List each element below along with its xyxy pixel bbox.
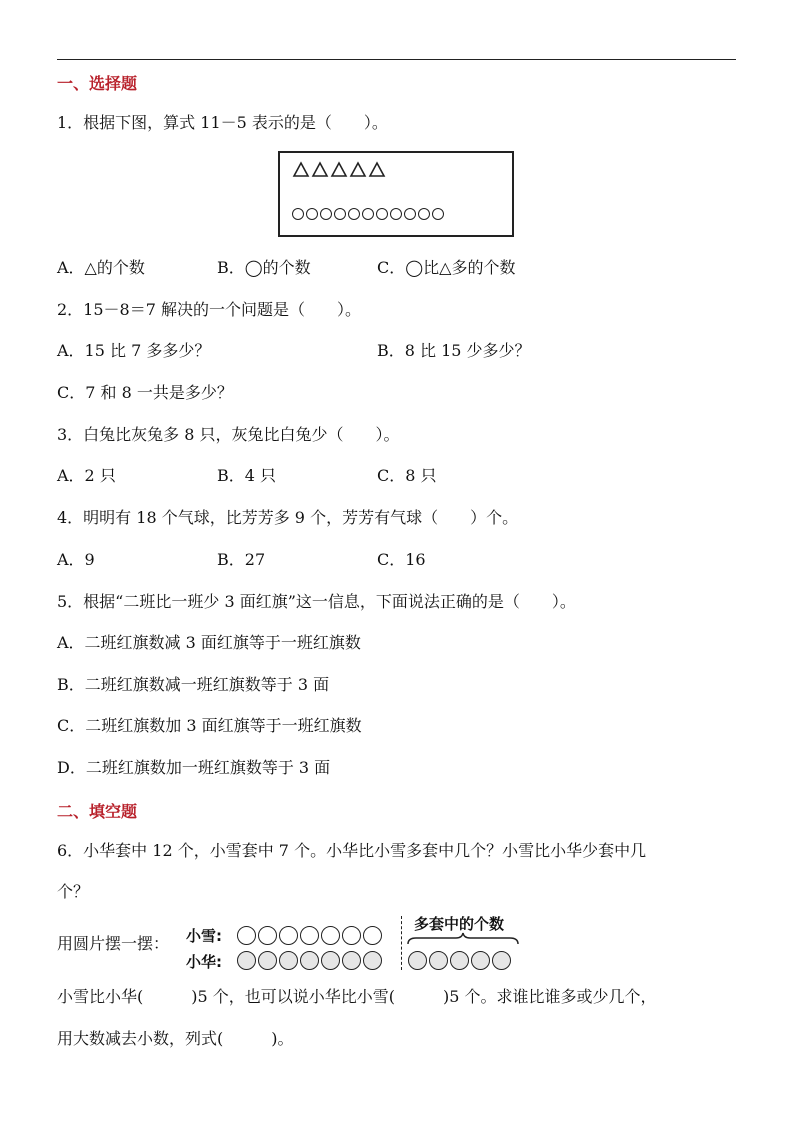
- brace-icon: [406, 932, 520, 946]
- disc-icon: [300, 951, 319, 970]
- q6-lead-text: 用圆片摆一摆：: [57, 934, 170, 953]
- q2-option-c[interactable]: C．7 和 8 一共是多少？: [57, 383, 233, 402]
- q1-option-a[interactable]: A．△的个数: [57, 258, 145, 277]
- question-1-stem: 1．根据下图，算式 11－5 表示的是（ ）。: [57, 113, 388, 132]
- disc-icon: [363, 926, 382, 945]
- header-rule: [57, 59, 736, 60]
- question-6-line-3: 小雪比小华( )5 个，也可以说小华比小雪( )5 个。求谁比谁多或少几个，: [57, 987, 657, 1006]
- q5-option-b[interactable]: B．二班红旗数减一班红旗数等于 3 面: [57, 675, 330, 694]
- disc-icon: [300, 926, 319, 945]
- disc-icon: [258, 926, 277, 945]
- disc-icon: [279, 926, 298, 945]
- q4-option-b[interactable]: B．27: [217, 550, 266, 569]
- disc-icon: [408, 951, 427, 970]
- circle-row: [292, 208, 444, 220]
- question-6-line-1: 6．小华套中 12 个，小雪套中 7 个。小华比小雪多套中几个？小雪比小华少套中几: [57, 841, 647, 860]
- q1-option-b[interactable]: B．◯的个数: [217, 258, 311, 277]
- q3-option-c[interactable]: C．8 只: [377, 466, 437, 485]
- xiaoxue-circle-row: [237, 926, 382, 945]
- disc-icon: [450, 951, 469, 970]
- disc-icon: [237, 951, 256, 970]
- disc-icon: [471, 951, 490, 970]
- circle-icon: [376, 208, 388, 220]
- q5-option-d[interactable]: D．二班红旗数加一班红旗数等于 3 面: [57, 758, 331, 777]
- q2-option-b[interactable]: B．8 比 15 少多少？: [377, 341, 531, 360]
- disc-icon: [492, 951, 511, 970]
- q1-option-c[interactable]: C．◯比△多的个数: [377, 258, 516, 277]
- q3-option-a[interactable]: A．2 只: [57, 466, 116, 485]
- xiaohua-circle-row-left: [237, 951, 382, 970]
- question-2-stem: 2．15－8＝7 解决的一个问题是（ ）。: [57, 300, 361, 319]
- disc-icon: [429, 951, 448, 970]
- q2-option-a[interactable]: A．15 比 7 多多少？: [57, 341, 211, 360]
- disc-icon: [342, 951, 361, 970]
- dashed-divider: [401, 916, 402, 970]
- circle-icon: [292, 208, 304, 220]
- triangle-row: [292, 159, 392, 179]
- disc-icon: [279, 951, 298, 970]
- circle-icon: [306, 208, 318, 220]
- disc-icon: [258, 951, 277, 970]
- circle-icon: [404, 208, 416, 220]
- xiaohua-circle-row-right: [408, 951, 511, 970]
- q3-option-b[interactable]: B．4 只: [217, 466, 277, 485]
- circle-icon: [390, 208, 402, 220]
- label-xiaoxue: 小雪:: [186, 927, 222, 945]
- circle-icon: [348, 208, 360, 220]
- circle-icon: [320, 208, 332, 220]
- section-heading-fill: 二、填空题: [57, 802, 138, 821]
- q4-option-a[interactable]: A．9: [57, 550, 95, 569]
- q4-option-c[interactable]: C．16: [377, 550, 426, 569]
- section-heading-choice: 一、选择题: [57, 74, 138, 93]
- triangles-icon: [292, 159, 392, 179]
- circle-icon: [432, 208, 444, 220]
- disc-icon: [363, 951, 382, 970]
- circle-icon: [334, 208, 346, 220]
- q5-option-c[interactable]: C．二班红旗数加 3 面红旗等于一班红旗数: [57, 716, 362, 735]
- disc-icon: [237, 926, 256, 945]
- question-4-stem: 4．明明有 18 个气球，比芳芳多 9 个，芳芳有气球（ ）个。: [57, 508, 519, 527]
- q5-option-a[interactable]: A．二班红旗数减 3 面红旗等于一班红旗数: [57, 633, 361, 652]
- disc-icon: [321, 951, 340, 970]
- question-5-stem: 5．根据“二班比一班少 3 面红旗”这一信息，下面说法正确的是（ ）。: [57, 592, 576, 611]
- disc-icon: [321, 926, 340, 945]
- label-xiaohua: 小华:: [186, 953, 222, 971]
- circle-icon: [418, 208, 430, 220]
- question-3-stem: 3．白兔比灰兔多 8 只，灰兔比白兔少（ ）。: [57, 425, 400, 444]
- circle-icon: [362, 208, 374, 220]
- q1-figure-box: [278, 151, 514, 237]
- question-6-line-4: 用大数减去小数，列式( )。: [57, 1029, 294, 1048]
- brace-label: 多套中的个数: [414, 915, 505, 933]
- disc-icon: [342, 926, 361, 945]
- question-6-line-2: 个？: [57, 882, 90, 901]
